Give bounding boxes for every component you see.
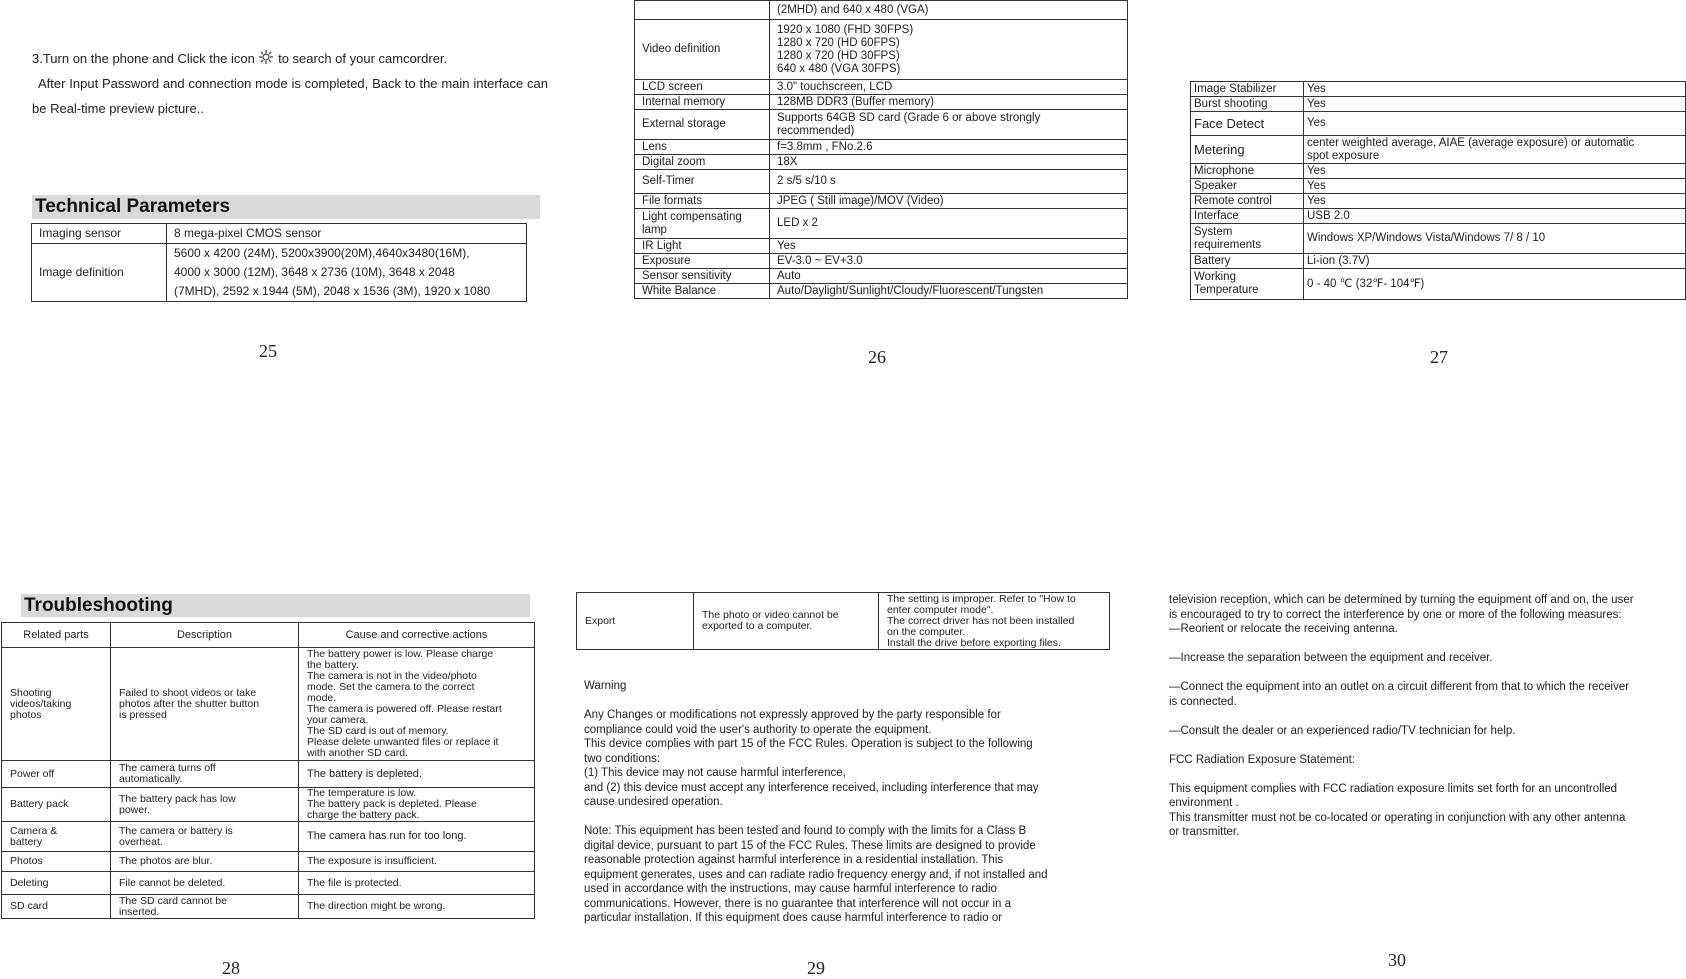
table-row (635, 239, 1128, 254)
table-cell-label: Sensor sensitivity (635, 269, 770, 284)
table-cell-value: Yes (770, 239, 1128, 254)
table-cell-value: 18X (770, 155, 1128, 170)
table-cell-value: Yes (1304, 179, 1686, 194)
table-cell-value: JPEG ( Still image)/MOV (Video) (770, 194, 1128, 209)
table-cell-value: 3.0" touchscreen, LCD (770, 80, 1128, 95)
table-cell-description: The SD card cannot be inserted. (111, 895, 299, 919)
table-row (635, 110, 1128, 140)
table-row (635, 254, 1128, 269)
table-cell-value: Yes (1304, 194, 1686, 209)
table-row (32, 224, 527, 244)
instruction-text-end: to search of your camcordrer. (278, 51, 448, 66)
table-cell-label: Exposure (635, 254, 770, 269)
page-number: 25 (259, 341, 277, 361)
table-row (32, 244, 527, 302)
table-row (2, 852, 535, 872)
specs-table-page27 (1190, 81, 1686, 300)
table-cell-label: Lens (635, 140, 770, 155)
table-row (1191, 254, 1686, 269)
table-cell-cause: The battery power is low. Please charge the battery. The camera is not in the video/photo mode. Set the camera to the correct mode. The camera is powered off. Please restart your camera. The SD card is out of memory. Please delete unwanted files or replace it with another SD card. (299, 648, 535, 761)
table-cell-value: 5600 x 4200 (24M), 5200x3900(20M),4640x3480(16M), 4000 x 3000 (12M), 3648 x 2736 (10M), 3648 x 2048 (7MHD), 2592 x 1944 (5M), 2048 x 1536 (3M), 1920 x 1080 (167, 244, 527, 302)
table-cell-value: Li-ion (3.7V) (1304, 254, 1686, 269)
table-cell-value: LED x 2 (770, 209, 1128, 239)
table-cell-label (635, 1, 770, 20)
table-cell-label: Remote control (1191, 194, 1304, 209)
warning-heading: Warning (584, 680, 627, 692)
table-row (2, 648, 535, 761)
table-cell-part: Export (577, 593, 694, 650)
table-cell-label: Imaging sensor (32, 224, 167, 244)
column-header-related-parts: Related parts (2, 623, 111, 648)
table-cell-part: Photos (2, 852, 111, 872)
table-cell-value: (2MHD) and 640 x 480 (VGA) (770, 1, 1128, 20)
table-header-row (2, 623, 535, 648)
table-cell-label: Working Temperature (1191, 269, 1304, 300)
table-row (635, 80, 1128, 95)
page-number: 26 (868, 347, 886, 367)
table-cell-value: 8 mega-pixel CMOS sensor (167, 224, 527, 244)
table-cell-cause: The setting is improper. Refer to "How to enter computer mode". The correct driver has not been installed on the computer. Install the drive before exporting files. (879, 593, 1110, 650)
column-header-description: Description (111, 623, 299, 648)
table-row (635, 95, 1128, 110)
table-row (635, 20, 1128, 80)
table-row (1191, 224, 1686, 254)
table-cell-label: Light compensating lamp (635, 209, 770, 239)
table-row (1191, 179, 1686, 194)
table-row (2, 822, 535, 852)
table-row (577, 593, 1110, 650)
table-cell-label: Face Detect (1191, 112, 1304, 136)
table-row (635, 170, 1128, 194)
table-cell-label: White Balance (635, 284, 770, 299)
table-row (1191, 209, 1686, 224)
table-row (1191, 97, 1686, 112)
troubleshooting-table (1, 622, 535, 919)
table-row (1191, 82, 1686, 97)
table-cell-cause: The temperature is low. The battery pack is depleted. Please charge the battery pack. (299, 788, 535, 822)
table-cell-value: Windows XP/Windows Vista/Windows 7/ 8 / 10 (1304, 224, 1686, 254)
table-row (2, 761, 535, 788)
table-cell-value: 2 s/5 s/10 s (770, 170, 1128, 194)
table-cell-label: IR Light (635, 239, 770, 254)
table-row (1191, 136, 1686, 164)
table-row (1191, 194, 1686, 209)
table-cell-value: Yes (1304, 164, 1686, 179)
table-cell-part: Shooting videos/taking photos (2, 648, 111, 761)
table-cell-value: USB 2.0 (1304, 209, 1686, 224)
table-cell-value: 0 - 40 ℃ (32℉- 104℉) (1304, 269, 1686, 300)
table-cell-description: The photo or video cannot be exported to a computer. (694, 593, 879, 650)
instruction-text: 3.Turn on the phone and Click the icon (32, 51, 255, 66)
table-cell-cause: The exposure is insufficient. (299, 852, 535, 872)
table-cell-value: Auto/Daylight/Sunlight/Cloudy/Fluorescent/Tungsten (770, 284, 1128, 299)
table-cell-part: Power off (2, 761, 111, 788)
table-row (1191, 112, 1686, 136)
table-cell-label: External storage (635, 110, 770, 140)
table-cell-label: Self-Timer (635, 170, 770, 194)
tech-params-table (31, 223, 527, 302)
fcc-warning-text: Any Changes or modifications not expressly approved by the party responsible for compliance could void the user's authority to operate the equipment. This device complies with part 15 of the FCC Rules. Operation is subject to the following two conditions: (1) This device may not cause harmful interference, and (2) this device must accept any interference received, including interference that may cause undesired operation. Note: This equipment has been tested and found to comply with the limits for a Class B digital device, pursuant to part 15 of the FCC Rules. These limits are designed to provide reasonable protection against harmful interference in a residential installation. This equipment generates, uses and can radiate radio frequency energy and, if not installed and used in accordance with the instructions, may cause harmful interference to radio communications. However, there is no guarantee that interference will not occur in a particular installation. If this equipment does cause harmful interference to radio or (584, 709, 1048, 924)
table-cell-label: Metering (1191, 136, 1304, 164)
table-row (635, 284, 1128, 299)
table-cell-description: File cannot be deleted. (111, 872, 299, 895)
table-row (1191, 269, 1686, 300)
table-cell-label: Burst shooting (1191, 97, 1304, 112)
specs-table-page26 (634, 0, 1128, 299)
table-cell-description: The photos are blur. (111, 852, 299, 872)
page-number: 30 (1388, 950, 1406, 970)
table-cell-part: Deleting (2, 872, 111, 895)
table-cell-label: Internal memory (635, 95, 770, 110)
table-cell-cause: The file is protected. (299, 872, 535, 895)
table-cell-value: center weighted average, AIAE (average exposure) or automatic spot exposure (1304, 136, 1686, 164)
table-cell-value: Yes (1304, 97, 1686, 112)
gear-icon (258, 48, 274, 64)
instruction-para: After Input Password and connection mode is completed, Back to the main interface can be Real-time preview picture.. (32, 76, 548, 116)
page-number: 29 (807, 958, 825, 978)
table-cell-cause: The camera has run for too long. (299, 822, 535, 852)
table-row (635, 155, 1128, 170)
table-cell-description: The battery pack has low power. (111, 788, 299, 822)
page-number: 27 (1430, 347, 1448, 367)
table-cell-label: Video definition (635, 20, 770, 80)
table-row (2, 895, 535, 919)
table-row (2, 788, 535, 822)
column-header-cause: Cause and corrective actions (299, 623, 535, 648)
section-title-technical-parameters: Technical Parameters (32, 195, 540, 219)
section-title-troubleshooting: Troubleshooting (21, 594, 530, 617)
table-cell-value: EV-3.0 ~ EV+3.0 (770, 254, 1128, 269)
table-cell-value: 128MB DDR3 (Buffer memory) (770, 95, 1128, 110)
table-cell-cause: The direction might be wrong. (299, 895, 535, 919)
table-cell-cause: The battery is depleted. (299, 761, 535, 788)
table-cell-value: Supports 64GB SD card (Grade 6 or above strongly recommended) (770, 110, 1128, 140)
fcc-measures-text: television reception, which can be determined by turning the equipment off and on, the user is encouraged to try to correct the interference by one or more of the following measures: —Reorient or relocate the receiving antenna. —Increase the separation between the equipment and receiver. —Connect the equipment into an outlet on a circuit different from that to which the receiver is connected. —Consult the dealer or an experienced radio/TV technician for help. FCC Radiation Exposure Statement: This equipment complies with FCC radiation exposure limits set forth for an uncontrolled environment . This transmitter must not be co-located or operating in conjunction with any other antenna or transmitter. (1169, 594, 1634, 838)
table-row (635, 209, 1128, 239)
table-cell-value: 1920 x 1080 (FHD 30FPS) 1280 x 720 (HD 60FPS) 1280 x 720 (HD 30FPS) 640 x 480 (VGA 30FPS) (770, 20, 1128, 80)
table-row (635, 1, 1128, 20)
table-row (2, 872, 535, 895)
table-cell-label: System requirements (1191, 224, 1304, 254)
table-cell-value: f=3.8mm , FNo.2.6 (770, 140, 1128, 155)
table-row (635, 269, 1128, 284)
table-cell-label: File formats (635, 194, 770, 209)
table-cell-part: SD card (2, 895, 111, 919)
table-row (1191, 164, 1686, 179)
table-cell-value: Auto (770, 269, 1128, 284)
table-cell-description: Failed to shoot videos or take photos after the shutter button is pressed (111, 648, 299, 761)
table-cell-part: Battery pack (2, 788, 111, 822)
table-cell-label: LCD screen (635, 80, 770, 95)
table-cell-value: Yes (1304, 82, 1686, 97)
table-cell-description: The camera turns off automatically. (111, 761, 299, 788)
table-cell-description: The camera or battery is overheat. (111, 822, 299, 852)
table-cell-label: Battery (1191, 254, 1304, 269)
troubleshooting-table-continued (576, 592, 1110, 650)
table-cell-label: Image definition (32, 244, 167, 302)
table-cell-label: Interface (1191, 209, 1304, 224)
table-cell-label: Speaker (1191, 179, 1304, 194)
table-cell-label: Image Stabilizer (1191, 82, 1304, 97)
table-cell-part: Camera & battery (2, 822, 111, 852)
page-number: 28 (222, 958, 240, 978)
table-cell-value: Yes (1304, 112, 1686, 136)
table-cell-label: Microphone (1191, 164, 1304, 179)
instruction-step-3 (32, 46, 552, 71)
table-cell-label: Digital zoom (635, 155, 770, 170)
table-row (635, 140, 1128, 155)
table-row (635, 194, 1128, 209)
